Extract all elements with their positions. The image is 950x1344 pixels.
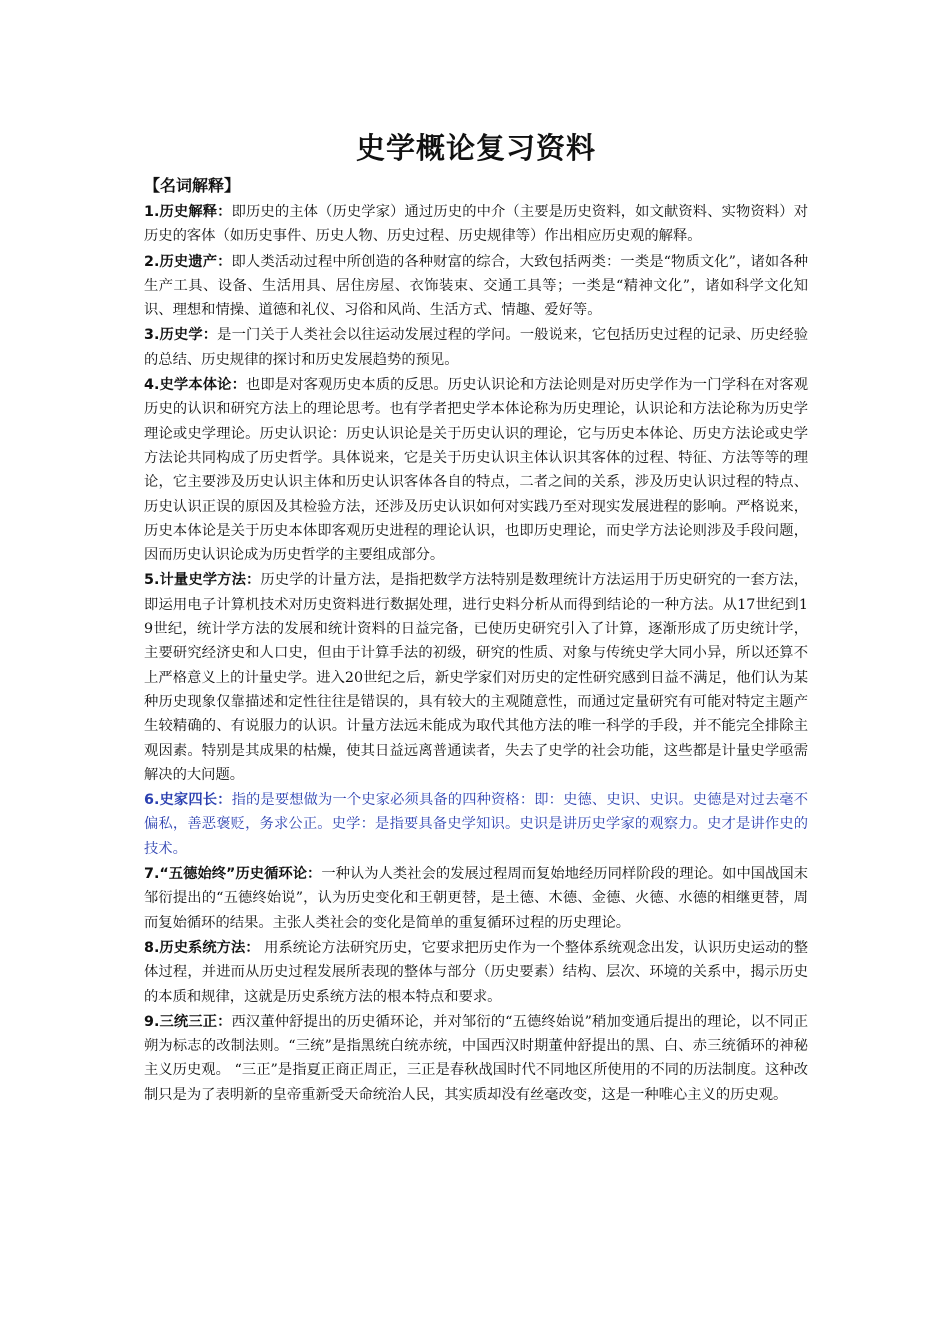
entry-text: 即历史的主体（历史学家）通过历史的中介（主要是历史资料，如文献资料、实物资料）对历史的客体（如历史事件、历史人物、历史过程、历史规律等）作出相应历史观的解释。 (144, 204, 808, 245)
entry-term: 6.史家四长： (144, 792, 232, 809)
entry-1 (144, 200, 808, 249)
entry-text: 是一门关于人类社会以往运动发展过程的学问。一般说来，它包括历史过程的记录、历史经验的总结、历史规律的探讨和历史发展趋势的预见。 (144, 327, 808, 368)
entry-term: 7.“五德始终”历史循环论： (144, 866, 322, 883)
entry-text: 一种认为人类社会的发展过程周而复始地经历同样阶段的理论。如中国战国末邹衍提出的“五德终始说”，认为历史变化和王朝更替，是土德、木德、金德、火德、水德的相继更替，周而复始循环的结果。主张人类社会的变化是简单的重复循环过程的历史理论。 (144, 866, 808, 931)
entry-2 (144, 250, 808, 323)
entry-term: 2.历史遗产： (144, 253, 232, 270)
entry-text: 用系统论方法研究历史，它要求把历史作为一个整体系统观念出发，认识历史运动的整体过程，并进而从历史过程发展所表现的整体与部分（历史要素）结构、层次、环境的关系中，揭示历史的本质和规律，这就是历史系统方法的根本特点和要求。 (144, 939, 808, 1005)
document-page (144, 128, 808, 1108)
entry-text: 也即是对客观历史本质的反思。历史认识论和方法论则是对历史学作为一门学科在对客观历史的认识和研究方法上的理论思考。也有学者把史学本体论称为历史理论，认识论和方法论称为历史学理论或史学理论。历史认识论：历史认识论是关于历史认识的理论，它与历史本体论、历史方法论或史学方法论共同构成了历史哲学。具体说来，它是关于历史认识主体认识其客体的过程、特征、方法等等的理论，它主要涉及历史认识主体和历史认识客体各自的特点，二者之间的关系，涉及历史认识过程的特点、历史认识正误的原因及其检验方法，还涉及历史认识如何对实践乃至对现实发展进程的影响。严格说来，历史本体论是关于历史本体即客观历史进程的理论认识，也即历史理论，而史学方法论则涉及手段问题，因而历史认识论成为历史哲学的主要组成部分。 (144, 377, 808, 564)
entry-text: 指的是要想做为一个史家必须具备的四种资格：即：史德、史识、史识。史德是对过去毫不偏私，善恶褒贬，务求公正。史学：是指要具备史学知识。史识是讲历史学家的观察力。史才是讲作史的技术。 (144, 792, 808, 857)
entry-text: 西汉董仲舒提出的历史循环论，并对邹衍的“五德终始说”稍加变通后提出的理论，以不同正朔为标志的改制法则。“三统”是指黑统白统赤统，中国西汉时期董仲舒提出的黑、白、赤三统循环的神秘主义历史观。 “三正”是指夏正商正周正，三正是春秋战国时代不同地区所使用的不同的历法制度。这种改制只是为了表明新的皇帝重新受天命统治人民，其实质却没有丝毫改变，这是一种唯心主义的历史观。 (144, 1013, 808, 1103)
entry-9 (144, 1010, 808, 1107)
document-title: 史学概论复习资料 (355, 131, 596, 165)
entry-8 (144, 936, 808, 1009)
entry-term: 3.历史学： (144, 327, 218, 344)
entry-6 (144, 788, 808, 861)
entry-text: 即人类活动过程中所创造的各种财富的综合，大致包括两类：一类是“物质文化”，诸如各种生产工具、设备、生活用具、居住房屋、衣饰装束、交通工具等；一类是“精神文化”，诸如科学文化知识、理想和情操、道德和礼仪、习俗和风尚、生活方式、情趣、爱好等。 (144, 253, 808, 319)
entry-5 (144, 568, 808, 787)
entry-3 (144, 323, 808, 372)
entry-4 (144, 373, 808, 567)
entry-term: 8.历史系统方法： (144, 939, 260, 956)
entry-term: 1.历史解释： (144, 204, 232, 220)
entry-text: 历史学的计量方法，是指把数学方法特别是数理统计方法运用于历史研究的一套方法，即运用电子计算机技术对历史资料进行数据处理，进行史料分析从而得到结论的一种方法。从17世纪到19世纪，统计学方法的发展和统计资料的日益完备，已使历史研究引入了计算，逐渐形成了历史统计学，主要研究经济史和人口史，但由于计算手法的初级，研究的性质、对象与传统史学大同小异，所以还算不上严格意义上的计量史学。进入20世纪之后，新史学家们对历史的定性研究感到日益不满足，他们认为某种历史现象仅靠描述和定性往往是错误的，具有较大的主观随意性，而通过定量研究有可能对特定主题产生较精确的、有说服力的认识。计量方法远未能成为取代其他方法的唯一科学的手段，并不能完全排除主观因素。特别是其成果的枯燥，使其日益远离普通读者，失去了史学的社会功能，这些都是计量史学亟需解决的大问题。 (144, 572, 808, 783)
entry-term: 4.史学本体论： (144, 377, 246, 394)
entry-term: 9.三统三正： (144, 1013, 232, 1030)
section-heading: 【名词解释】 (144, 176, 241, 195)
entry-7 (144, 862, 808, 935)
entry-term: 5.计量史学方法： (144, 572, 261, 589)
